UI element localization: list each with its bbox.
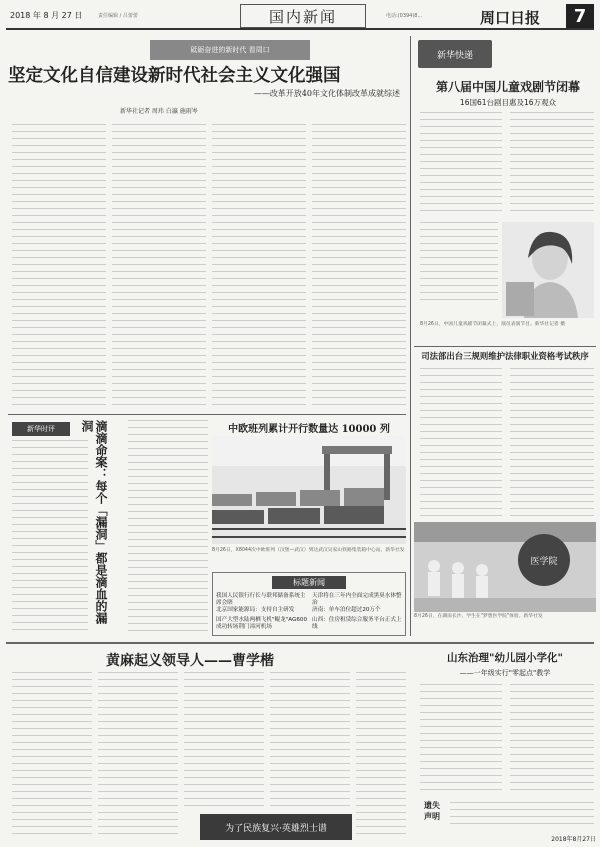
main-byline: 新华社记者 周玮 白瀛 施雨岑 [120,108,198,115]
justice-headline: 司法部出台三规则维护法律职业资格考试秩序 [421,351,589,361]
svg-text:医学院: 医学院 [530,557,558,567]
banner-tagline-bar [150,40,310,60]
commentary-headline: 滴滴命案：每个「漏洞」都是滴血的漏洞 [80,420,108,624]
drama-festival-headline: 第八届中国儿童戏剧节闭幕 [435,80,580,94]
main-article-col-3 [212,124,306,408]
heroes-banner [200,814,352,840]
lost-notice-body [450,802,594,830]
drama-festival-body-2 [510,112,594,216]
kindergarten-body-1 [420,684,502,794]
martyr-headline: 黄麻起义领导人——曹学楷 [106,653,274,669]
headline-news-item[interactable]: 我国人民银行行长与联邦储备系统主席会晤 [216,593,306,606]
headline-news-item[interactable]: 山西：住房租赁综合服务平台正式上线 [312,617,402,630]
page-number: 7 [566,4,594,28]
headline-news-item[interactable]: 济南：单车泊位超过20万个 [312,607,381,613]
main-article-col-2 [112,124,206,408]
right-divider [414,346,596,347]
children-playing-image [414,522,596,612]
justice-body-1 [420,368,502,518]
quick-news-label [418,40,492,68]
headline-news-item[interactable]: 北京国家能源局：支持自主研发 [216,607,295,613]
freight-headline: 中欧班列累计开行数量达 10000 列 [228,424,390,435]
martyr-col-5 [356,672,406,840]
drama-festival-body-1 [420,112,502,216]
justice-body-2 [510,368,594,518]
heroes-banner-text: 为了民族复兴·英雄烈士谱 [225,823,327,834]
freight-yard-image [212,436,406,544]
commentary-col-2 [128,420,208,636]
quick-news-text: 新华快递 [436,50,473,61]
banner-tagline: 砥砺奋进的新时代 看周口 [190,46,270,54]
main-subtitle: ——改革开放40年文化体制改革成就综述 [253,89,400,98]
drama-festival-photo [502,222,594,318]
commentary-col-1 [12,440,88,636]
woman-portrait-image [502,222,594,318]
headline-news-item[interactable]: 天津将在三年内全面完成黑臭水体整治 [312,593,402,606]
editor-meta: 责任编辑 / 吕蕾蕾 [98,13,138,19]
headline-news-title [272,576,346,589]
bottom-tier-divider [6,642,594,644]
commentary-tag-text: 新华时评 [27,425,55,433]
drama-festival-subheadline: 16国61台剧目惠及16万观众 [459,98,557,107]
headline-news-title-text: 标题新闻 [293,578,325,587]
lost-notice-title: 遗失声明 [424,801,440,821]
kindergarten-body-2 [510,684,594,794]
kindergarten-subheadline: ——一年级实行"零起点"教学 [459,669,551,677]
commentary-tag [12,422,70,436]
headline-news-item[interactable]: 国产大型水陆两栖飞机"鲲龙"AG600成功转场荆门漳河机场 [216,617,308,630]
tier-divider [8,414,406,415]
martyr-col-2 [98,672,178,840]
martyr-col-3 [184,672,264,812]
contact-meta: 电话:(0394)8... [386,13,423,19]
page-footer-date: 2018年8月27日 [551,836,596,843]
kindergarten-headline: 山东治理"幼儿园小学化" [447,652,563,664]
medical-school-photo [414,522,596,612]
freight-train-photo [212,436,406,544]
drama-festival-caption: 8月26日，中国儿童戏剧节闭幕式上，演员表演节目。新华社记者 摄 [420,322,565,327]
drama-festival-body-3 [420,222,498,302]
column-divider [410,36,411,636]
issue-date: 2018 年 8 月 27 日 [10,11,83,20]
masthead [6,4,594,30]
main-article-col-1 [12,124,106,408]
section-title: 国内新闻 [240,4,366,28]
medical-school-caption: 8月26日，在湖南长沙，学生在"梦想医学院"体验。新华社发 [414,614,543,619]
main-article-col-4 [312,124,406,408]
martyr-col-1 [12,672,92,840]
freight-caption: 8月26日，X8044次中欧班列（汉堡—武汉）到达武汉吴家山铁路集装箱中心站。新华社发 [212,548,405,553]
newspaper-name: 周口日报 [480,9,541,27]
martyr-col-4 [270,672,350,812]
main-headline: 坚定文化自信建设新时代社会主义文化强国 [8,66,341,86]
